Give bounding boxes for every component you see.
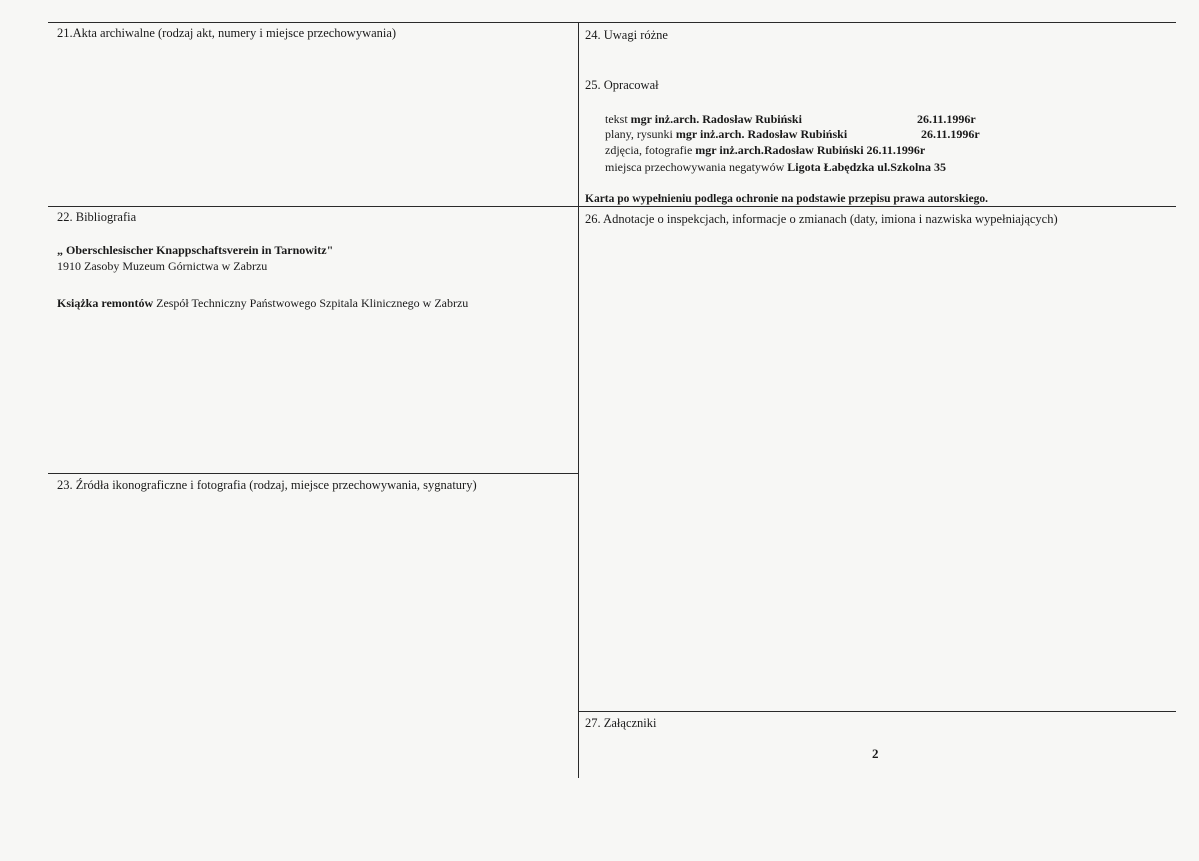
section-24-title: 24. Uwagi różne xyxy=(585,28,668,42)
rule-s27 xyxy=(578,711,1176,712)
bibliography-entry-2 xyxy=(57,296,468,310)
top-rule xyxy=(48,22,1176,23)
author-row-photos-date: 26.11.1996r xyxy=(866,143,926,157)
section-25-title: 25. Opracował xyxy=(585,78,659,92)
author-row-text-label: tekst xyxy=(605,112,628,126)
author-row-photos-name: mgr inż.arch.Radosław Rubiński xyxy=(695,143,864,157)
bibliography-entry-1-detail: 1910 Zasoby Muzeum Górnictwa w Zabrzu xyxy=(57,259,268,273)
section-27-title: 27. Załączniki xyxy=(585,716,657,730)
section-23-title: 23. Źródła ikonograficzne i fotografia (rodzaj, miejsce przechowywania, sygnatury) xyxy=(57,478,477,492)
author-row-text xyxy=(605,112,802,126)
negatives-location-label: miejsca przechowywania negatywów xyxy=(605,160,785,174)
negatives-location-value: Ligota Łabędzka ul.Szkolna 35 xyxy=(787,160,946,174)
page-number: 2 xyxy=(872,746,879,761)
author-row-plans-label: plany, rysunki xyxy=(605,127,673,141)
center-divider xyxy=(578,22,579,778)
section-21-title: 21.Akta archiwalne (rodzaj akt, numery i miejsce przechowywania) xyxy=(57,26,397,40)
author-row-photos xyxy=(605,143,925,157)
author-row-text-name: mgr inż.arch. Radosław Rubiński xyxy=(630,112,802,126)
rule-s22 xyxy=(48,206,1176,207)
author-row-plans xyxy=(605,127,847,141)
negatives-location-row xyxy=(605,160,946,174)
copyright-notice: Karta po wypełnieniu podlega ochronie na podstawie przepisu prawa autorskiego. xyxy=(585,193,988,205)
rule-s23 xyxy=(48,473,579,474)
author-row-text-date: 26.11.1996r xyxy=(917,112,976,126)
bibliography-entry-1-title: „ Oberschlesischer Knappschaftsverein in Tarnowitz" xyxy=(57,243,334,257)
section-22-title: 22. Bibliografia xyxy=(57,210,137,224)
author-row-photos-label: zdjęcia, fotografie xyxy=(605,143,693,157)
author-row-plans-date: 26.11.1996r xyxy=(921,127,980,141)
author-row-plans-name: mgr inż.arch. Radosław Rubiński xyxy=(675,127,848,141)
section-26-title: 26. Adnotacje o inspekcjach, informacje o zmianach (daty, imiona i nazwiska wypełniających) xyxy=(585,212,1058,226)
bibliography-entry-2-detail: Zespół Techniczny Państwowego Szpitala Klinicznego w Zabrzu xyxy=(156,296,469,310)
bibliography-entry-2-title: Książka remontów xyxy=(57,296,154,310)
